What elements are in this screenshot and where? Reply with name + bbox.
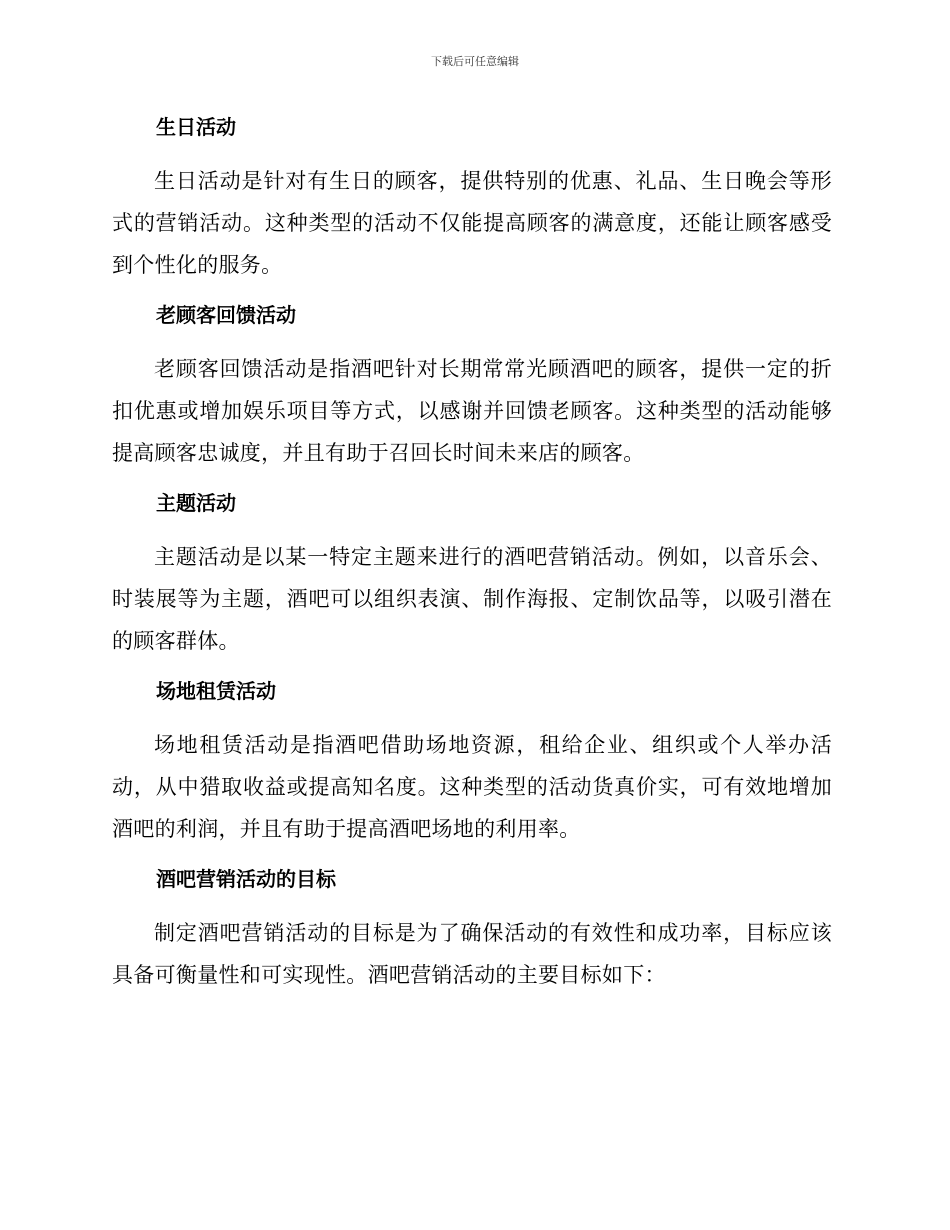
section-theme: [112, 484, 832, 662]
section-birthday: [112, 108, 832, 286]
section-loyal-customer: [112, 296, 832, 474]
section-paragraph: 老顾客回馈活动是指酒吧针对长期常常光顾酒吧的顾客，提供一定的折扣优惠或增加娱乐项目等方式，以感谢并回馈老顾客。这种类型的活动能够提高顾客忠诚度，并且有助于召回长时间未来店的顾客。: [112, 357, 832, 465]
section-goals: [112, 860, 832, 996]
section-paragraph: 生日活动是针对有生日的顾客，提供特别的优惠、礼品、生日晚会等形式的营销活动。这种类型的活动不仅能提高顾客的满意度，还能让顾客感受到个性化的服务。: [112, 169, 832, 277]
section-heading: 场地租赁活动: [156, 679, 276, 703]
section-paragraph: 场地租赁活动是指酒吧借助场地资源，租给企业、组织或个人举办活动，从中猎取收益或提高知名度。这种类型的活动货真价实，可有效地增加酒吧的利润，并且有助于提高酒吧场地的利用率。: [112, 733, 832, 841]
section-heading: 老顾客回馈活动: [156, 303, 296, 327]
section-venue-rental: [112, 672, 832, 850]
section-paragraph: 制定酒吧营销活动的目标是为了确保活动的有效性和成功率，目标应该具备可衡量性和可实现性。酒吧营销活动的主要目标如下：: [112, 921, 832, 987]
section-paragraph: 主题活动是以某一特定主题来进行的酒吧营销活动。例如，以音乐会、时装展等为主题，酒吧可以组织表演、制作海报、定制饮品等，以吸引潜在的顾客群体。: [112, 545, 832, 653]
section-heading: 酒吧营销活动的目标: [156, 867, 336, 891]
section-heading: 主题活动: [156, 491, 236, 515]
document-body: [112, 108, 832, 1006]
header-note: 下载后可任意编辑: [431, 55, 519, 68]
section-heading: 生日活动: [156, 115, 236, 139]
